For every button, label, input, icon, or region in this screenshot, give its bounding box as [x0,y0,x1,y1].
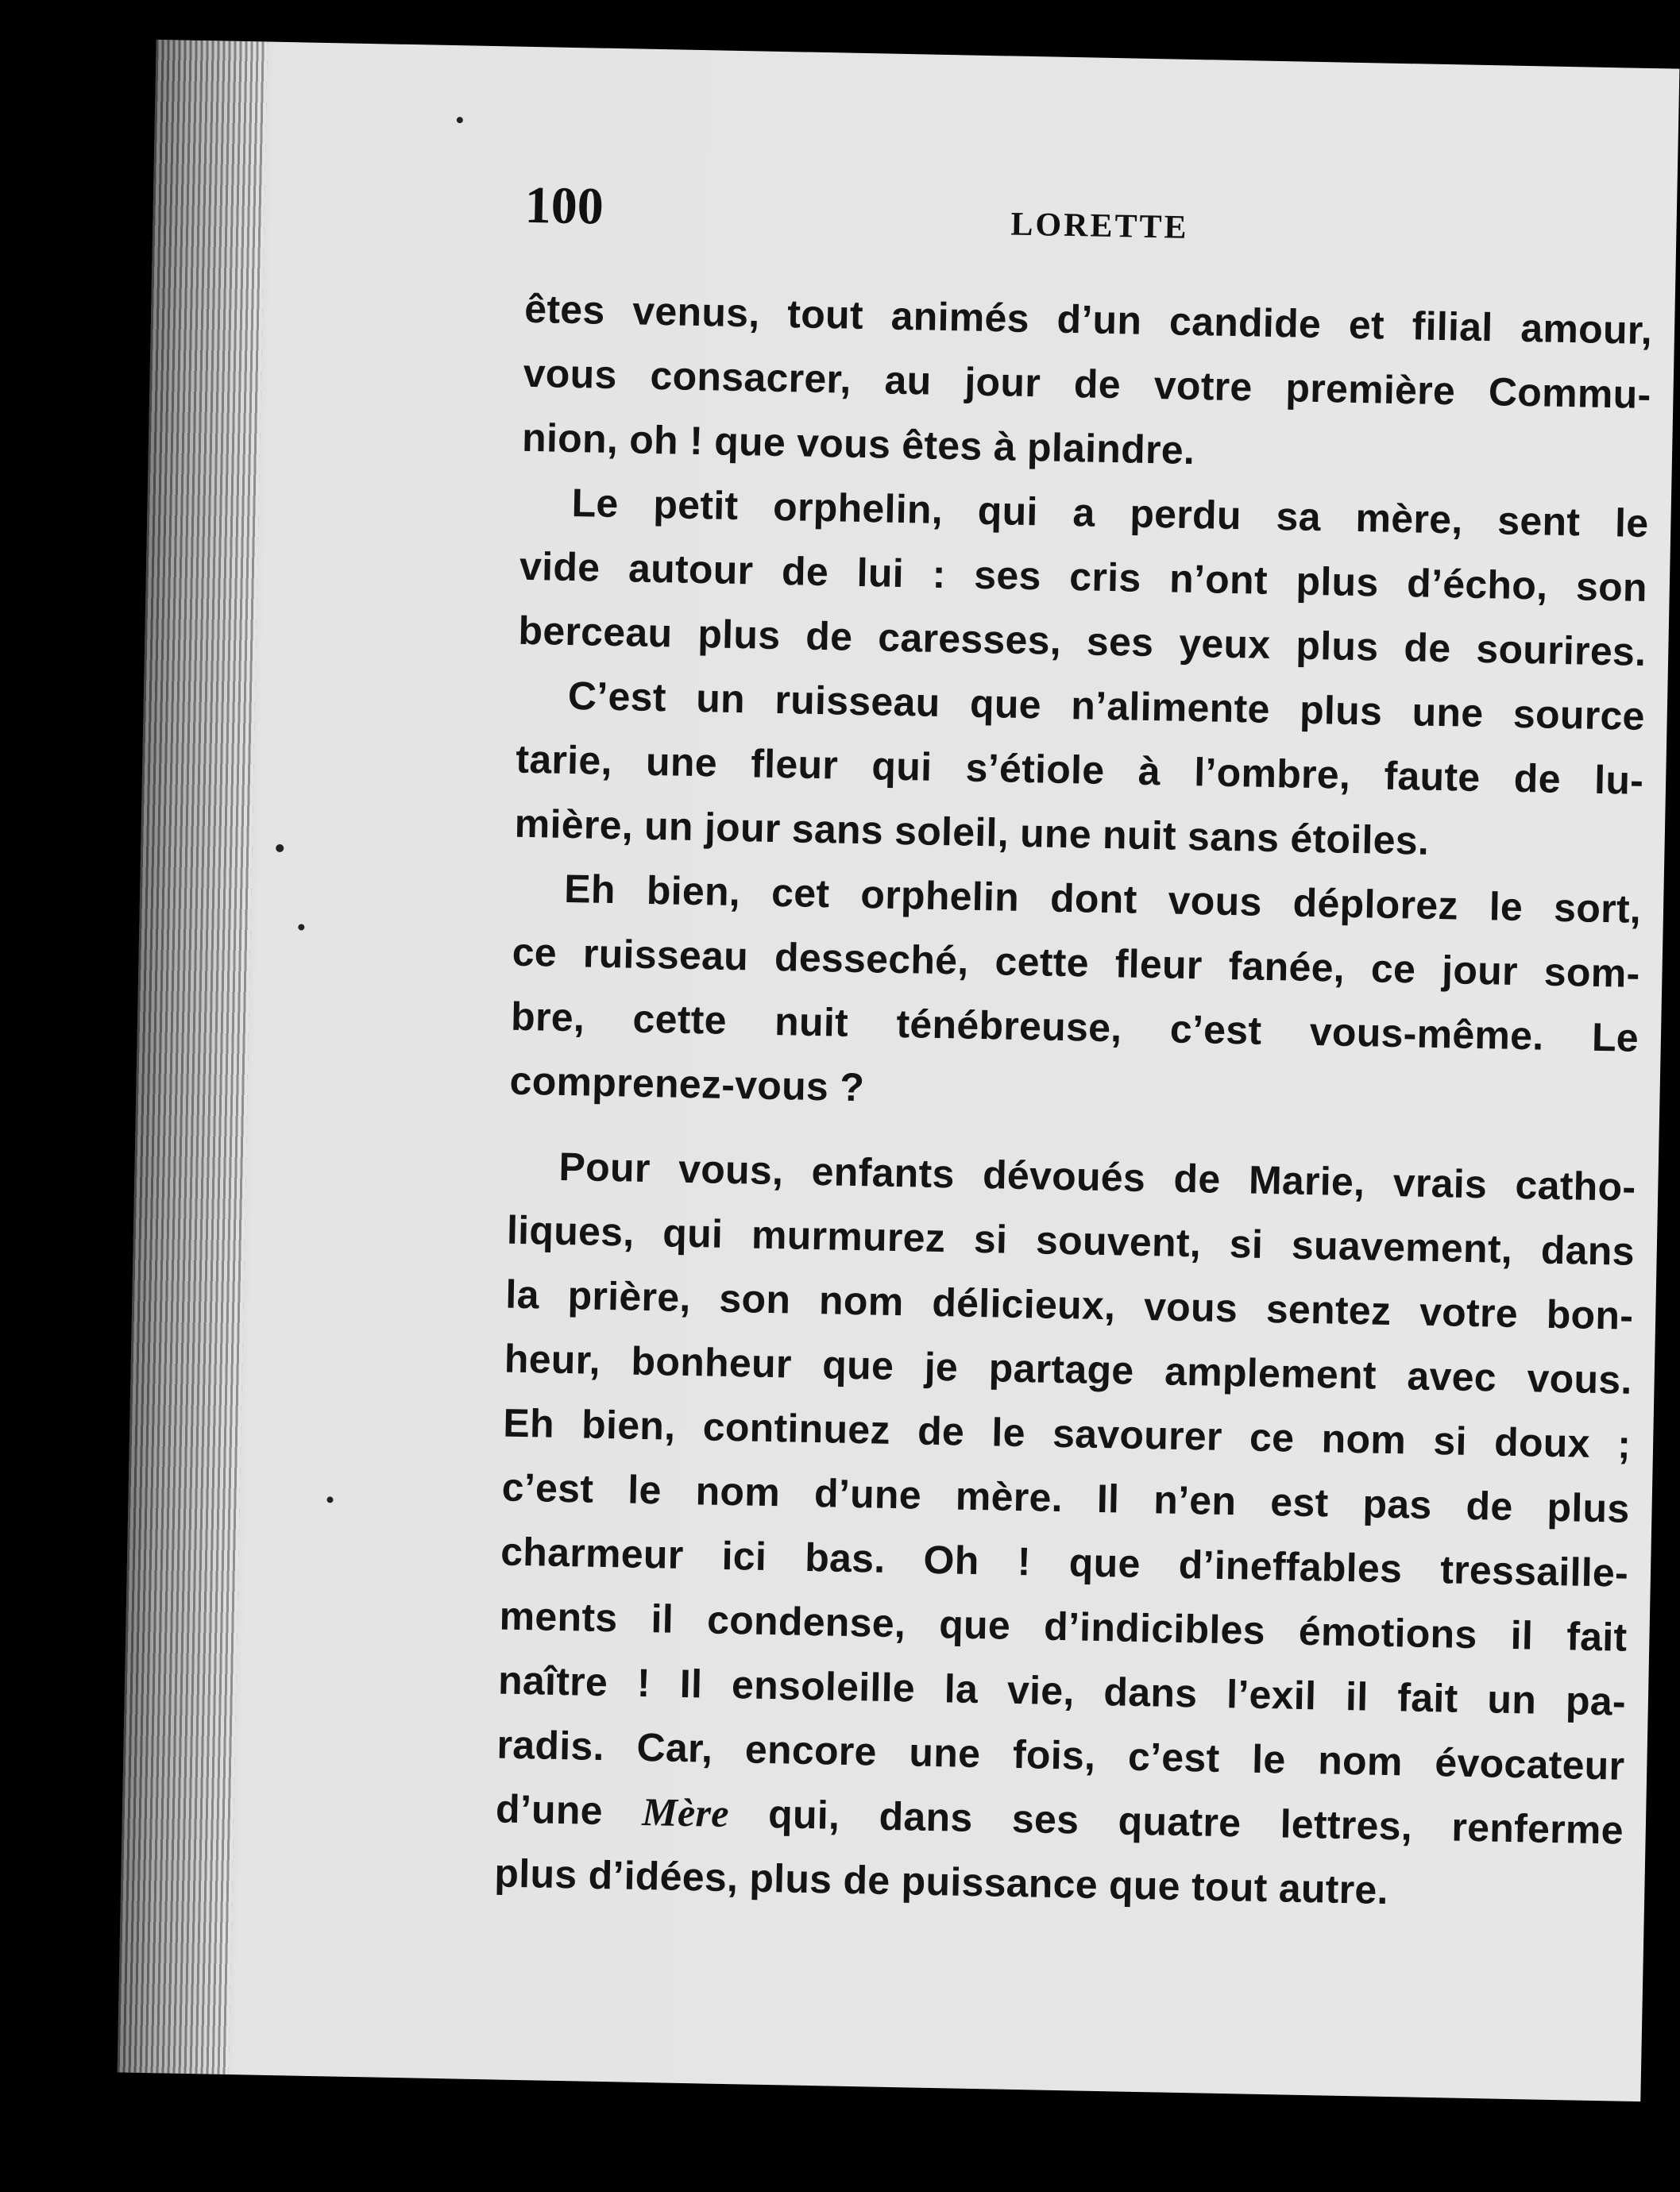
text-line: charmeur ici bas. Oh ! que d’ineffables tressaille- [500,1529,1629,1596]
text-line: ments il condense, que d’indicibles émotions il fait [499,1593,1628,1660]
running-title: LORETTE [1010,206,1189,246]
text-line: êtes venus, tout animés d’un candide et filial amour, [523,286,1653,353]
body-text [494,277,1653,1928]
text-line: vide autour de lui : ses cris n’ont plus d’écho, son [519,543,1648,610]
text-line: C’est un ruisseau que n’alimente plus une source [567,673,1646,739]
emphasized-word: Mère [641,1789,730,1836]
text-line: heur, bonheur que je partage amplement avec vous. [504,1336,1633,1403]
dust-speck [276,844,284,852]
text-fragment: d’une [495,1786,643,1834]
text-line: ce ruisseau desseché, cette fleur fanée, ce jour som- [512,929,1641,996]
text-line: berceau plus de caresses, ses yeux plus de sourires. [518,608,1647,674]
text-line: Pour vous, enfants dévoués de Marie, vrais catho- [558,1144,1636,1210]
page-number: 100 [524,176,604,236]
dust-speck [326,1496,333,1503]
text-line: naître ! Il ensoleille la vie, dans l’exil il fait un pa- [497,1658,1627,1724]
book-page [118,40,1680,2101]
dust-speck [298,924,304,930]
text-line: bre, cette nuit ténébreuse, c’est vous-même. Le [510,994,1639,1060]
text-line: comprenez-vous ? [509,1058,865,1110]
text-line: plus d’idées, plus de puissance que tout autre. [493,1850,1389,1913]
text-line: mière, un jour sans soleil, une nuit sans étoiles. [514,801,1430,863]
text-line: c’est le nom d’une mère. Il n’en est pas de plus [501,1465,1631,1531]
text-line: tarie, une fleur qui s’étiole à l’ombre, faute de lu- [515,736,1644,803]
text-line: Le petit orphelin, qui a perdu sa mère, sent le [571,480,1649,546]
dust-speck [457,117,463,123]
text-line: radis. Car, encore une fois, c’est le nom évocateur [496,1722,1625,1789]
text-fragment: qui, dans ses quatre lettres, renferme [728,1791,1624,1853]
text-line: la prière, son nom délicieux, vous sentez votre bon- [504,1272,1634,1338]
text-line: liques, qui murmurez si souvent, si suavement, dans [506,1207,1636,1274]
text-line: Eh bien, cet orphelin dont vous déplorez le sort, [563,866,1642,932]
text-line: vous consacrer, au jour de votre première Commu- [523,350,1652,418]
text-line: Eh bien, continuez de le savourer ce nom si doux ; [502,1400,1632,1467]
text-line: nion, oh ! que vous êtes à plaindre. [521,415,1195,473]
